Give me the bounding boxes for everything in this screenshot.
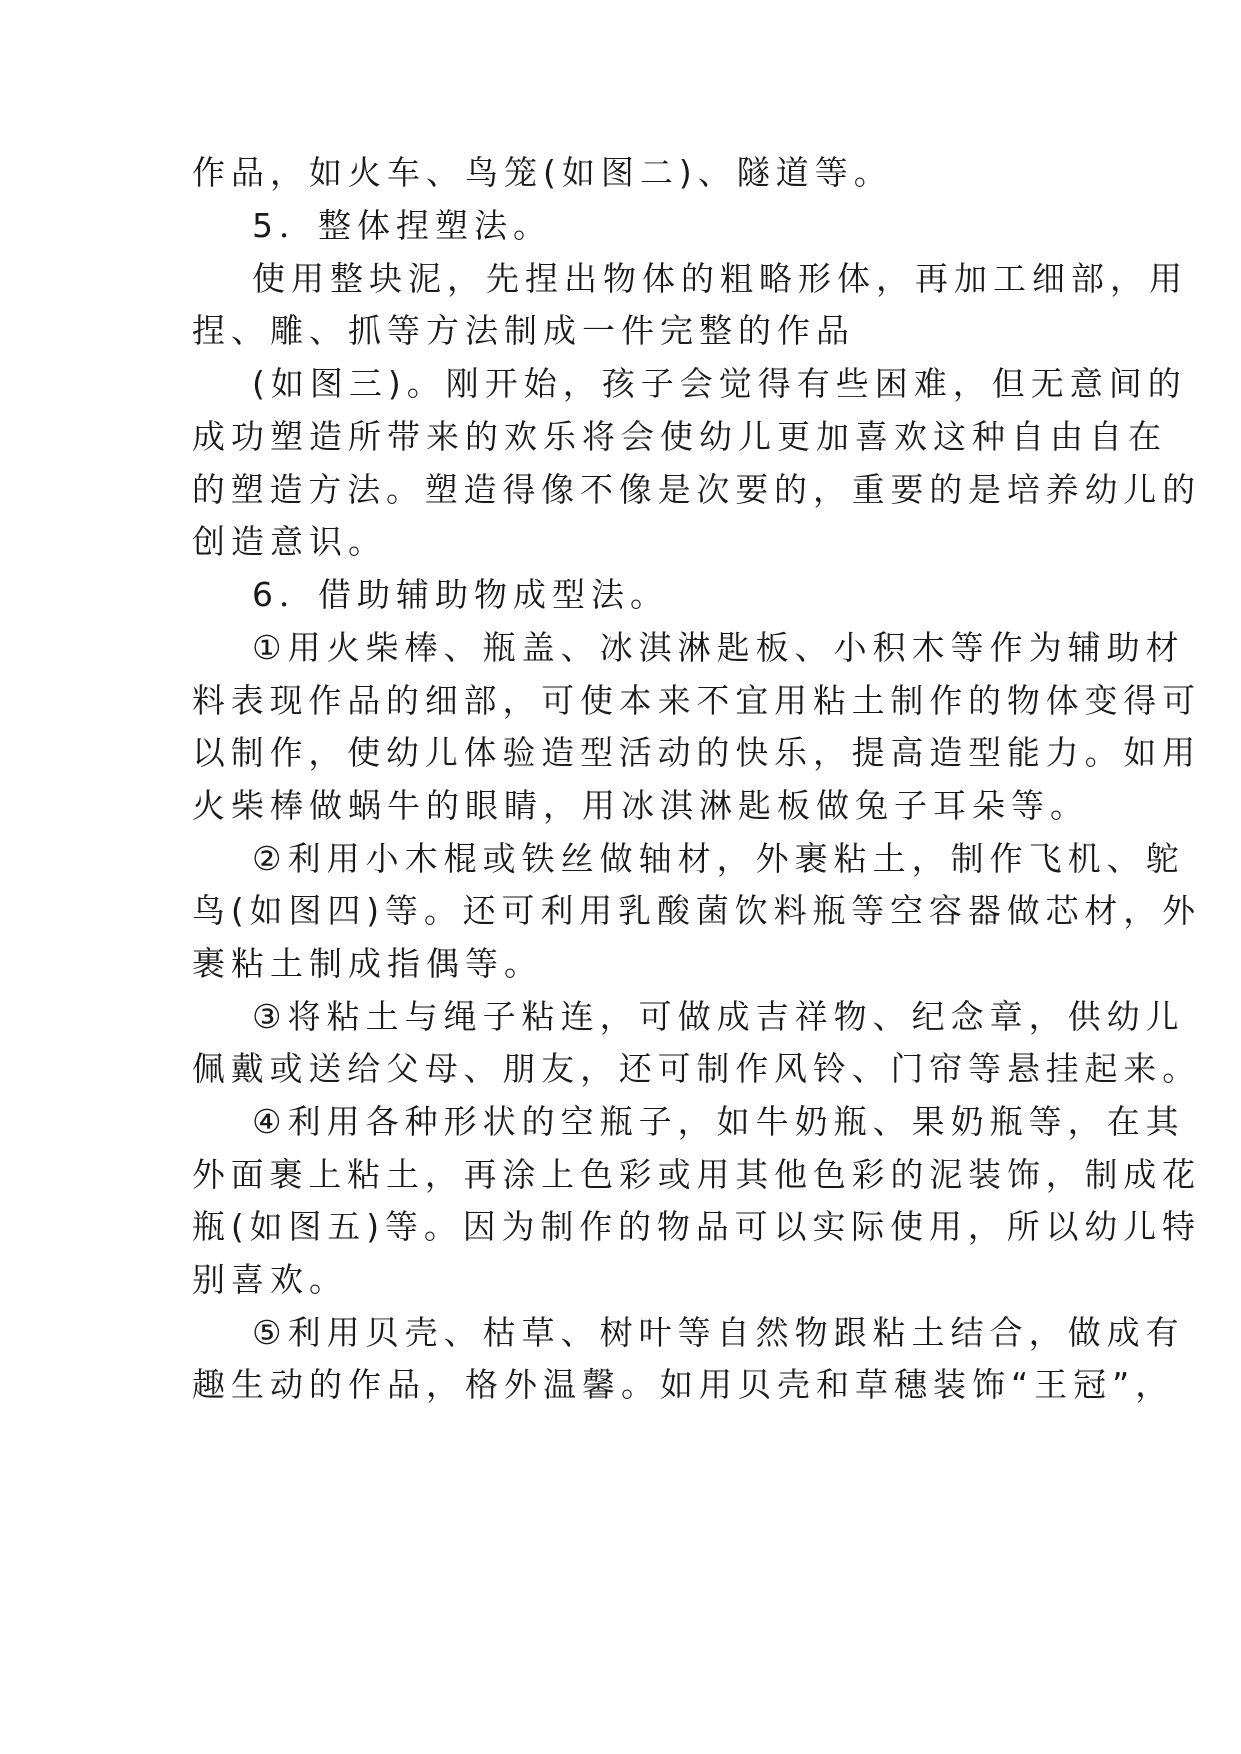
text-line: 创造意识。 [192, 522, 387, 561]
section-heading: 5．整体捏塑法。 [252, 206, 552, 245]
text-line: 外面裹上粘土，再涂上色彩或用其他色彩的泥装饰，制成花 [192, 1155, 1202, 1194]
text-line: ③将粘土与绳子粘连，可做成吉祥物、纪念章，供幼儿 [252, 997, 1185, 1036]
section-heading: 6．借助辅助物成型法。 [252, 575, 669, 614]
text-line: 佩戴或送给父母、朋友，还可制作风铃、门帘等悬挂起来。 [192, 1049, 1202, 1088]
text-line: 作品，如火车、鸟笼(如图二)、隧道等。 [192, 153, 893, 192]
text-line: 别喜欢。 [192, 1260, 348, 1299]
text-line: ⑤利用贝壳、枯草、树叶等自然物跟粘土结合，做成有 [252, 1313, 1185, 1352]
text-line: 料表现作品的细部，可使本来不宜用粘土制作的物体变得可 [192, 681, 1202, 720]
text-line: 鸟(如图四)等。还可利用乳酸菌饮料瓶等空容器做芯材，外 [192, 891, 1202, 930]
text-line: 使用整块泥，先捏出物体的粗略形体，再加工细部，用 [252, 259, 1188, 298]
text-line: 裹粘土制成指偶等。 [192, 944, 543, 983]
text-line: 捏、雕、抓等方法制成一件完整的作品 [192, 311, 855, 350]
text-line: ①用火柴棒、瓶盖、冰淇淋匙板、小积木等作为辅助材 [252, 628, 1185, 667]
text-line: ②利用小木棍或铁丝做轴材，外裹粘土，制作飞机、鸵 [252, 839, 1185, 878]
text-line: (如图三)。刚开始，孩子会觉得有些困难，但无意间的 [252, 364, 1187, 403]
text-line: 成功塑造所带来的欢乐将会使幼儿更加喜欢这种自由自在 [192, 417, 1167, 456]
text-line: 瓶(如图五)等。因为制作的物品可以实际使用，所以幼儿特 [192, 1207, 1202, 1246]
text-line: 趣生动的作品，格外温馨。如用贝壳和草穗装饰“王冠”， [192, 1365, 1175, 1404]
text-line: 的塑造方法。塑造得像不像是次要的，重要的是培养幼儿的 [192, 470, 1202, 509]
text-line: 以制作，使幼儿体验造型活动的快乐，提高造型能力。如用 [192, 733, 1202, 772]
text-line: ④利用各种形状的空瓶子，如牛奶瓶、果奶瓶等，在其 [252, 1102, 1185, 1141]
text-line: 火柴棒做蜗牛的眼睛，用冰淇淋匙板做兔子耳朵等。 [192, 786, 1089, 825]
